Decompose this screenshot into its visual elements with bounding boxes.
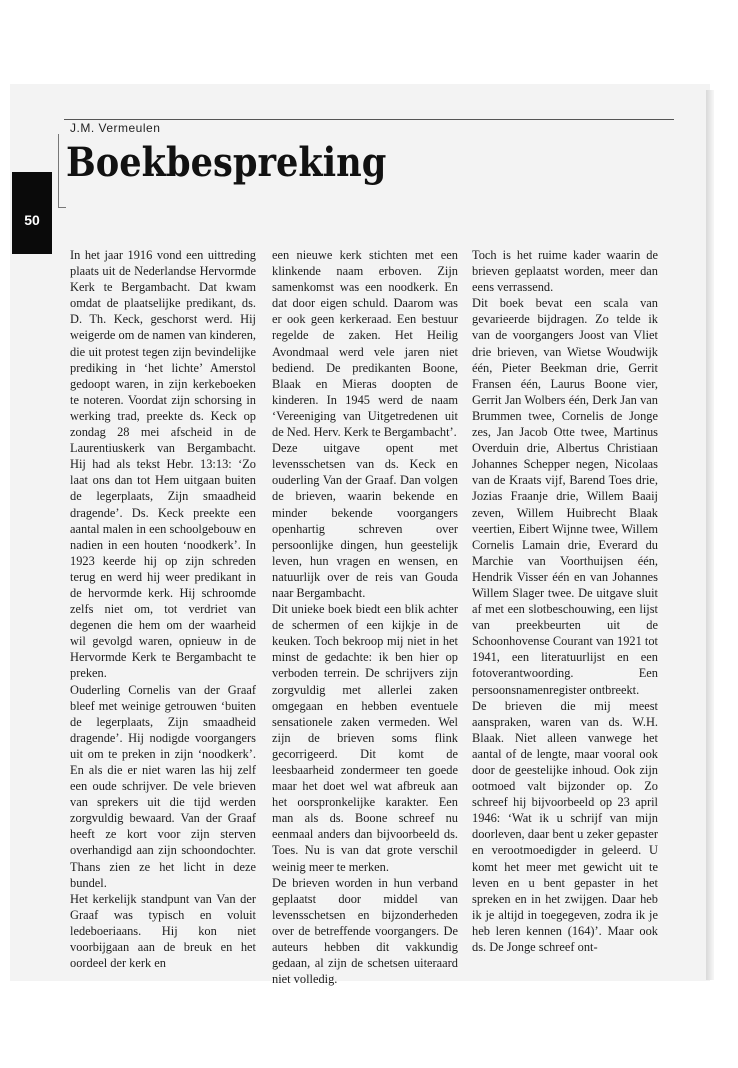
paragraph: Ouderling Cornelis van der Graaf bleef met weinige getrouwen ‘buiten de legerplaats, Zijn smaadheid dragende’. Hij nodigde voorgangers uit om te preken in zijn ‘noodkerk’. En als die er niet waren las hij zelf een oude schrijver. De vele brieven van sprekers uit die tijd werden zorgvuldig bewaard. Van der Graaf heeft ze kort voor zijn sterven overhandigd aan zijn schoondochter. Thans zien ze het licht in deze bundel. [70,682,256,890]
page-edge-shadow [706,90,714,980]
paragraph: een nieuwe kerk stichten met een klinkende naam erboven. Zijn samenkomst was een noodkerk. En dat door eigen schuld. Daarom was er ook geen kerkeraad. Een bestuur regelde de zaken. Het Heilig Avondmaal werd vele jaren niet bediend. De predikanten Boone, Blaak en Mieras doopten de kinderen. In 1945 werd de naam ‘Vereeniging van Uitgetredenen uit de Ned. Herv. Kerk te Bergambacht’. [272,248,458,440]
paragraph: In het jaar 1916 vond een uittreding plaats uit de Nederlandse Hervormde Kerk te Bergambacht. Dat kwam omdat de plaatselijke predikant, ds. D. Th. Keck, geschorst werd. Hij weigerde om de namen van kinderen, die uit protest tegen zijn bevindelijke prediking in ‘het lichte’ Amerstol gedoopt waren, in zijn kerkeboeken te noteren. Voordat zijn schorsing in werking trad, preekte ds. Keck op zondag 28 mei afscheid in de Laurentiuskerk van Bergambacht. Hij had als tekst Hebr. 13:13: ‘Zo laat ons dan tot Hem uitgaan buiten de legerplaats, Zijn smaadheid dragende’. Ds. Keck preekte een aantal malen in een schoolgebouw en nadien in een houten ‘noodkerk’. In 1923 keerde hij op zijn schreden terug en werd hij weer predikant in de hervormde kerk. Hij schroomde zelfs niet om, tot verdriet van degenen die hem om der waarheid wil gevolgd waren, opnieuw in de Hervormde Kerk te Bergambacht te preken. [70,248,256,681]
author-name: J.M. Vermeulen [70,121,161,135]
page-title: Boekbespreking [66,139,387,186]
paragraph: Dit unieke boek biedt een blik achter de schermen of een kijkje in de keuken. Toch bekroop mij niet in het minst de gedachte: ik ben hier op verboden terrein. De schrijvers zijn zorgvuldig met allerlei zaken omgegaan en hebben eventuele sensationele zaken vermeden. Wel zijn de brieven soms flink gecorrigeerd. Dit komt de leesbaarheid zondermeer ten goede maar het doet wel wat afbreuk aan het oorspronkelijke karakter. Een man als ds. Boone schreef nu eenmaal anders dan bijvoorbeeld ds. Toes. Nu is van dat grote verschil weinig meer te merken. [272,602,458,874]
page-number: 50 [24,212,40,228]
title-bracket-foot [58,207,66,208]
paragraph: Toch is het ruime kader waarin de brieven geplaatst worden, meer dan eens verrassend. [472,248,658,295]
paragraph: Dit boek bevat een scala van gevarieerde bijdragen. Zo telde ik van de voorgangers Joost van Vliet drie brieven, van Wietse Woudwijk één, Pieter Beekman drie, Gerrit Fransen één, Laurus Boone vier, Gerrit Jan Wolbers één, Derk Jan van Brummen twee, Cornelis de Jonge zes, Jan Jacob Otte twee, Martinus Overduin drie, Albertus Christiaan Johannes Schepper negen, Nicolaas van de Kraats vijf, Barend Toes drie, Jozias Fraanje drie, Willem Baaij zeven, Willem Huibrecht Blaak veertien, Eibert Wijnne twee, Willem Cornelis Lamain drie, Everard du Marchie van Voorthuijsen één, Hendrik Visser één en van Johannes Willem Slager twee. De uitgave sluit af met een slotbeschouwing, een lijst van preekbeurten uit de Schoonhovense Courant van 1921 tot 1941, een literatuurlijst en een fotoverantwoording. Een persoonsnamenregister ontbreekt. [472,296,658,697]
text-column-3 [472,247,658,955]
paragraph: De brieven worden in hun verband geplaatst door middel van levensschetsen en bijzonderheden over de betreffende voorgangers. De auteurs hebben dit vakkundig gedaan, al zijn de schetsen uiteraard niet volledig. [272,875,458,987]
paragraph: Deze uitgave opent met levensschetsen van ds. Keck en ouderling Van der Graaf. Dan volgen de brieven, waarin bekende en minder bekende voorgangers openhartig schreven over persoonlijke dingen, hun geestelijk leven, hun vragen en wensen, en natuurlijk over de reis van Gouda naar Bergambacht. [272,441,458,600]
text-column-1 [70,247,256,971]
title-bracket [58,134,59,208]
header-rule [64,119,674,120]
paragraph: Het kerkelijk standpunt van Van der Graaf was typisch en voluit ledeboeriaans. Hij kon niet voorbijgaan aan de breuk en het oordeel der kerk en [70,891,256,971]
paragraph: De brieven die mij meest aanspraken, waren van ds. W.H. Blaak. Niet alleen vanwege het aantal of de lengte, maar vooral ook door de geestelijke inhoud. Ook zijn ootmoed valt bijzonder op. Zo schreef hij bijvoorbeeld op 23 april 1946: ‘Wat ik u schrijf van mijn doorleven, daar bent u zeker gepaster en verootmoedigder in geleerd. U komt het meer met gewicht uit te leven en u bent gepaster in het spreken en in het zwijgen. Daar heb ik je altijd in toegegeven, zodra ik je heb leren kennen (164)’. Maar ook ds. De Jonge schreef ont- [472,698,658,955]
text-column-2 [272,247,458,987]
